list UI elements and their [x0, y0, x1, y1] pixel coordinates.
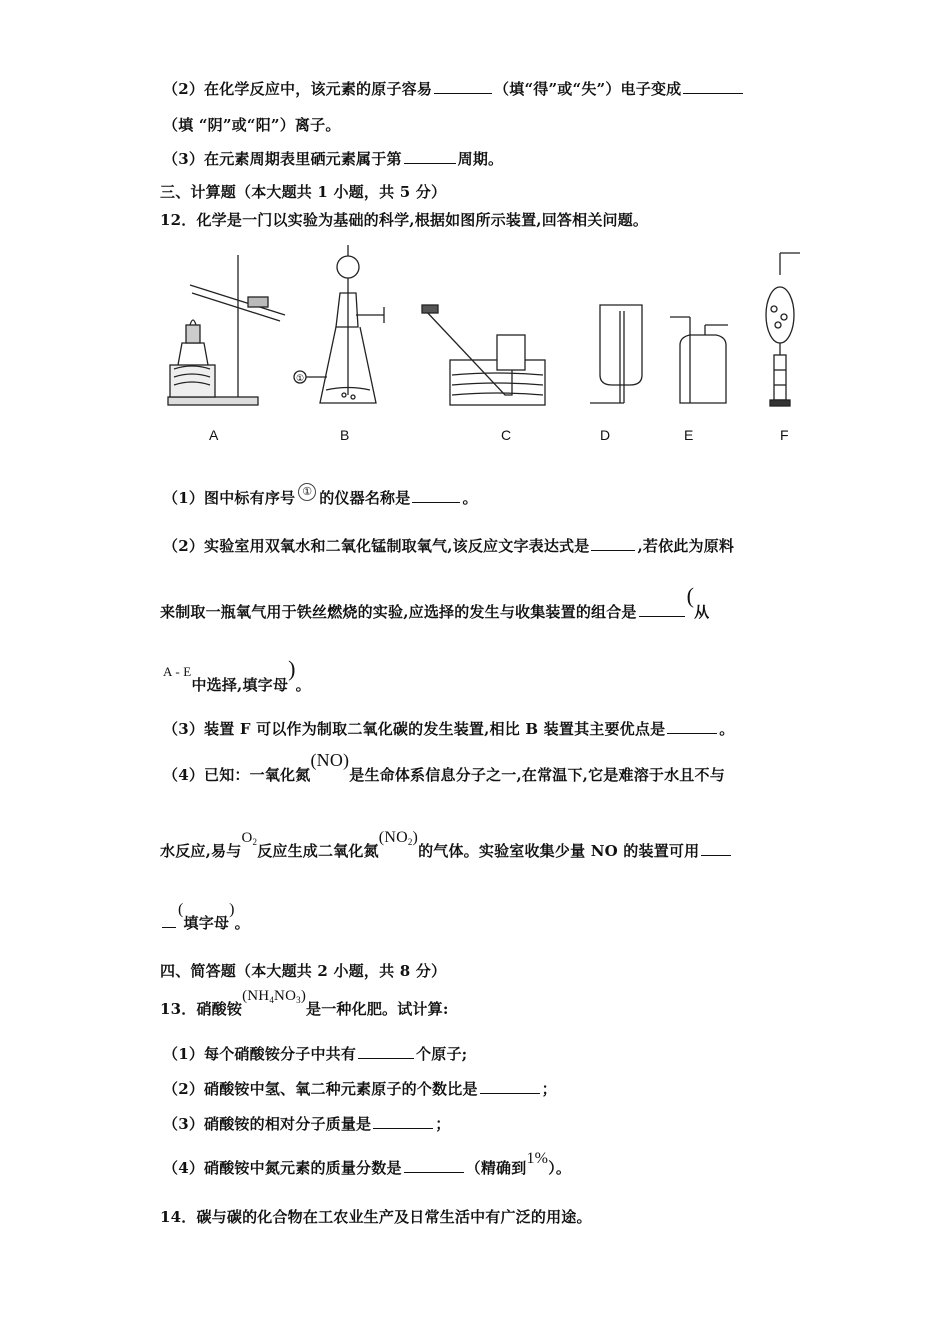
formula-nh4no3: $(NH_4NO_3)$: [242, 988, 307, 1005]
answer-blank[interactable]: [480, 1080, 540, 1094]
q12-part4-line2: [160, 829, 733, 861]
q12-intro: 12．化学是一门以实验为基础的科学,根据如图所示装置,回答相关问题。: [160, 211, 649, 229]
q12-s2-text-e: 中选择,填字母: [191, 676, 289, 694]
q12-s1-text-c: 。: [462, 489, 478, 507]
circled-number-1: ①: [298, 483, 316, 501]
q12-s4-text-e: 的气体。实验室收集少量 NO 的装置可用: [418, 842, 700, 860]
q11-part3: [163, 148, 503, 169]
q12-s2-text-b: ,若依此为原料: [637, 537, 735, 555]
q14-intro: 14．碳与碳的化合物在工农业生产及日常生活中有广泛的用途。: [160, 1208, 592, 1226]
q12-s3-text-a: （3）装置 F 可以作为制取二氧化碳的发生装置,相比 B 装置其主要优点是: [163, 720, 666, 738]
q12-s1-text-a: （1）图中标有序号: [163, 489, 296, 507]
q13-part1: [163, 1043, 467, 1064]
q12-part2-line2: [160, 583, 710, 623]
q12-s4-text-c: 水反应,易与: [160, 842, 242, 860]
q12-s3-text-b: 。: [719, 720, 735, 738]
paren-close: ): [229, 901, 235, 918]
section4-title: 四、简答题（本大题共 2 小题，共 8 分）: [160, 962, 447, 980]
q13-s4-text-c: ）。: [548, 1159, 572, 1177]
precision-percent: 1%: [526, 1150, 549, 1167]
answer-blank[interactable]: [404, 150, 456, 164]
q13-s1-text-a: （1）每个硝酸铵分子中共有: [163, 1045, 357, 1063]
q13-part2: [163, 1078, 557, 1099]
paren-open: (: [686, 583, 695, 608]
q12-part2-line3: [163, 656, 311, 696]
figure-label-b: B: [340, 427, 350, 443]
q11-p3-text-b: 周期。: [457, 150, 504, 168]
answer-blank[interactable]: [373, 1115, 433, 1129]
apparatus-c: [422, 305, 545, 405]
q12-s1-text-b: 的仪器名称是: [319, 489, 411, 507]
formula-o2: $O_2$: [241, 830, 258, 847]
q13-s4-text-b: （精确到: [465, 1159, 527, 1177]
apparatus-f: [766, 253, 800, 406]
q12-s4-text-a: （4）已知：一氧化氮: [163, 766, 311, 784]
q12-s2-text-a: （2）实验室用双氧水和二氧化锰制取氧气,该反应文字表达式是: [163, 537, 590, 555]
q12-s2-text-f: 。: [295, 676, 311, 694]
apparatus-a: [168, 255, 285, 405]
q13-s2-text-b: ；: [541, 1080, 557, 1098]
q13-s1-text-b: 个原子;: [416, 1045, 468, 1063]
q12-part1: [163, 487, 478, 509]
q11-p2-text-b: （填“得”或“失”）电子变成: [494, 80, 682, 98]
apparatus-b: [320, 245, 384, 403]
q12-part3: [163, 718, 734, 739]
q13-part3: [163, 1113, 450, 1134]
q11-p3-text-a: （3）在元素周期表里硒元素属于第: [163, 150, 402, 168]
answer-blank[interactable]: [591, 537, 635, 551]
section3-title: 三、计算题（本大题共 1 小题，共 5 分）: [160, 183, 447, 201]
paren-open: (: [178, 901, 184, 918]
answer-blank[interactable]: [701, 842, 731, 856]
q12-part2-line1: [163, 535, 734, 556]
figure-circled-one: ①: [295, 373, 305, 383]
q12-s2-text-d: 从: [694, 603, 710, 621]
answer-blank[interactable]: [683, 80, 743, 94]
q12-s4-text-f: 填字母: [183, 914, 230, 932]
q13-intro-text-a: 13．硝酸铵: [160, 1000, 243, 1018]
q11-part2-line1: [163, 78, 745, 99]
figure-label-e: E: [684, 427, 694, 443]
q13-s3-text-b: ；: [435, 1115, 451, 1133]
q12-s4-text-b: 是生命体系信息分子之一,在常温下,它是难溶于水且不与: [349, 766, 725, 784]
q13-intro-text-b: 是一种化肥。试计算:: [306, 1000, 449, 1018]
letter-range: A - E: [163, 664, 192, 679]
q12-s4-text-g: 。: [234, 914, 250, 932]
figure-label-d: D: [600, 427, 611, 443]
apparatus-d: [590, 305, 642, 403]
formula-no: (NO): [310, 750, 350, 770]
figure-label-f: F: [780, 427, 789, 443]
q13-s2-text-a: （2）硝酸铵中氢、氧二种元素原子的个数比是: [163, 1080, 478, 1098]
q11-p2-text-a: （2）在化学反应中，该元素的原子容易: [163, 80, 433, 98]
answer-blank[interactable]: [434, 80, 492, 94]
formula-no2: $(NO_2)$: [378, 829, 419, 847]
answer-blank[interactable]: [412, 489, 460, 503]
answer-blank[interactable]: [162, 914, 176, 928]
paren-close: ): [288, 656, 296, 681]
q13-part4: [163, 1150, 572, 1178]
answer-blank[interactable]: [667, 720, 717, 734]
q12-s4-text-d: 反应生成二氧化氮: [257, 842, 379, 860]
q13-s3-text-a: （3）硝酸铵的相对分子质量是: [163, 1115, 372, 1133]
answer-blank[interactable]: [358, 1045, 414, 1059]
q12-part4-line3: [160, 901, 250, 933]
q11-part2-line2: [163, 114, 341, 135]
q13-intro: [160, 988, 449, 1019]
q11-p2-text-c: （填 “阴”或“阳”）离子。: [163, 116, 341, 134]
figure-label-a: A: [209, 427, 219, 443]
answer-blank[interactable]: [404, 1159, 464, 1173]
answer-blank[interactable]: [639, 603, 685, 617]
q12-part4-line1: [163, 750, 725, 785]
q13-s4-text-a: （4）硝酸铵中氮元素的质量分数是: [163, 1159, 402, 1177]
q12-s2-text-c: 来制取一瓶氧气用于铁丝燃烧的实验,应选择的发生与收集装置的组合是: [160, 603, 637, 621]
figure-label-c: C: [501, 427, 512, 443]
apparatus-e: [670, 317, 728, 403]
lab-apparatus-figure: [160, 245, 810, 445]
